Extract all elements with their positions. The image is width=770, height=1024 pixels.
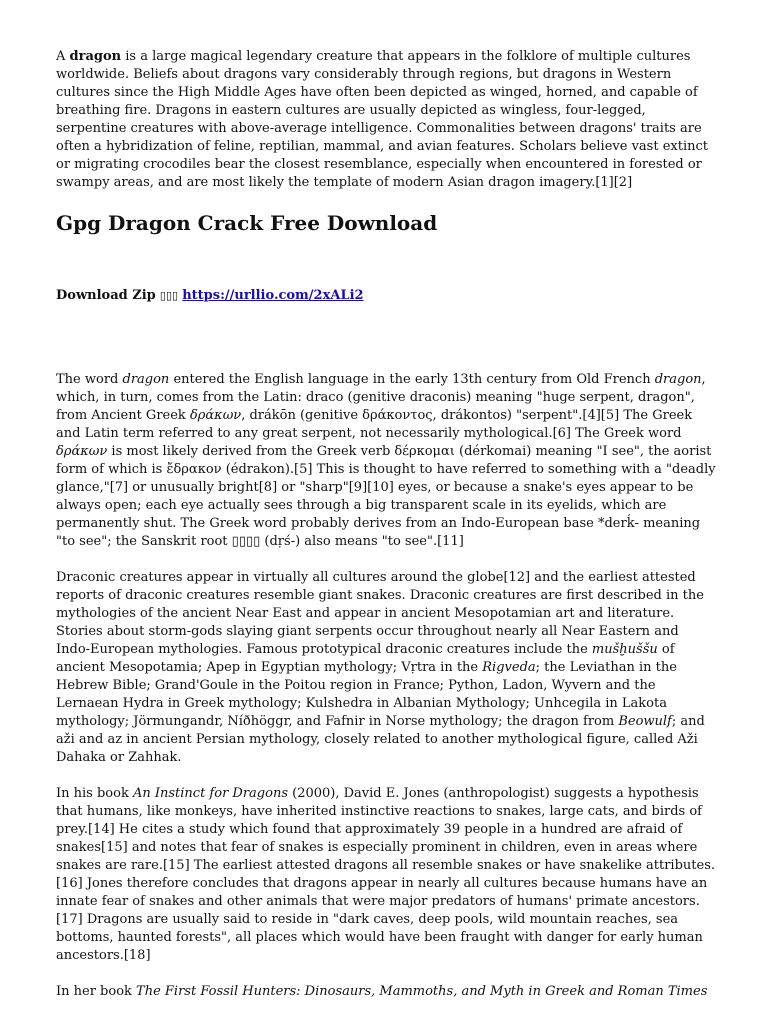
download-link[interactable]: https://urllio.com/2xALi2 — [182, 288, 364, 303]
fossil-hunters-paragraph — [56, 983, 716, 1001]
intro-paragraph — [56, 48, 716, 192]
p1-text-c: , which, in turn, comes from the Latin: draco (genitive draconis) meaning "huge serpent, dragon", from Ancient Greek — [56, 372, 706, 423]
p1-text-d: , drákōn (genitive δράκοντος, drákontos) "serpent".[4][5] The Greek and Latin term referred to any great serpent, not necessarily mythological.[6] The Greek word — [56, 408, 693, 441]
p3-italic-book-title: An Instinct for Dragons — [132, 786, 288, 801]
intro-lead: A — [56, 49, 70, 64]
intro-term: dragon — [69, 49, 122, 64]
download-label: Download Zip — [56, 288, 156, 303]
p4-italic-book-title: The First Fossil Hunters: Dinosaurs, Mammoths, and Myth in Greek and Roman Times — [136, 984, 708, 999]
p1-text-a: The word — [56, 372, 123, 387]
p1-text-e: is most likely derived from the Greek verb δέρκομαι (dérkomai) meaning "I see", the aorist form of which is ἔδρακον (édrakon).[5] This is thought to have referred to something with a "deadly glance,"[7] or unusually bright[8] or "sharp"[9][10] eyes, or because a snake's eyes appear to be always open; each eye actually sees through a big transparent scale in its eyelids, which are permanently shut. The Greek word probably derives from an Indo-European base *derḱ- meaning "to see"; the Sanskrit root ▯▯▯▯ (dṛś-) also means "to see".[11] — [56, 444, 716, 549]
etymology-paragraph — [56, 371, 716, 551]
page-title: Gpg Dragon Crack Free Download — [56, 211, 438, 235]
download-glyphs: ▯▯▯ — [159, 289, 179, 302]
article — [56, 48, 716, 1001]
p3-text-a: In his book — [56, 786, 133, 801]
instinct-paragraph — [56, 785, 716, 965]
p4-text-a: In her book — [56, 984, 137, 999]
p2-italic-rigveda: Rigveda — [482, 660, 536, 675]
p1-italic-drakon-1: δράκων — [189, 408, 242, 423]
p2-text-a: Draconic creatures appear in virtually all cultures around the globe[12] and the earliest attested reports of draconic creatures resemble giant snakes. Draconic creatures are first described in the mythologies of the ancient Near East and appear in ancient Mesopotamian art and literature. Stories about storm-gods slaying giant serpents occur throughout nearly all Near Eastern and Indo-European mythologies. Famous prototypical draconic creatures include the — [56, 570, 704, 657]
p2-italic-mushussu: mušḫuššu — [591, 642, 658, 657]
intro-text: is a large magical legendary creature that appears in the folklore of multiple cultures worldwide. Beliefs about dragons vary considerably through regions, but dragons in Western cultures since the High Middle Ages have often been depicted as winged, horned, and capable of breathing fire. Dragons in eastern cultures are usually depicted as wingless, four-legged, serpentine creatures with above-average intelligence. Commonalities between dragons' traits are often a hybridization of feline, reptilian, mammal, and avian features. Scholars believe vast extinct or migrating crocodiles bear the closest resemblance, especially when encountered in forested or swampy areas, and are most likely the template of modern Asian dragon imagery.[1][2] — [56, 49, 708, 190]
p1-italic-dragon-1: dragon — [122, 372, 170, 387]
myth-origins-paragraph — [56, 569, 716, 767]
p1-italic-dragon-2: dragon — [654, 372, 702, 387]
p2-italic-beowulf: Beowulf — [618, 714, 672, 729]
p1-text-b: entered the English language in the early 13th century from Old French — [169, 372, 655, 387]
download-line — [56, 287, 716, 305]
p1-italic-drakon-2: δράκων — [56, 444, 108, 459]
p2-text-c: ; the Leviathan in the Hebrew Bible; Grand'Goule in the Poitou region in France; Python, Ladon, Wyvern and the Lernaean Hydra in Greek mythology; Kulshedra in Albanian Mythology; Unhcegila in Lakota mythology; Jörmungandr, Níðhöggr, and Fafnir in Norse mythology; the dragon from — [56, 660, 677, 729]
p2-text-b: of ancient Mesopotamia; Apep in Egyptian mythology; Vṛtra in the — [56, 642, 675, 675]
p3-text-b: (2000), David E. Jones (anthropologist) suggests a hypothesis that humans, like monkeys, have inherited instinctive reactions to snakes, large cats, and birds of prey.[14] He cites a study which found that approximately 39 people in a hundred are afraid of snakes[15] and notes that fear of snakes is especially prominent in children, even in areas where snakes are rare.[15] The earliest attested dragons all resemble snakes or have snakelike attributes.[16] Jones therefore concludes that dragons appear in nearly all cultures because humans have an innate fear of snakes and other animals that were major predators of humans' primate ancestors.[17] Dragons are usually said to reside in "dark caves, deep pools, wild mountain reaches, sea bottoms, haunted forests", all places which would have been fraught with danger for early human ancestors.[18] — [56, 786, 716, 963]
p2-text-d: ; and aži and az in ancient Persian mythology, closely related to another mythological figure, called Aži Dahaka or Zahhak. — [56, 714, 705, 765]
